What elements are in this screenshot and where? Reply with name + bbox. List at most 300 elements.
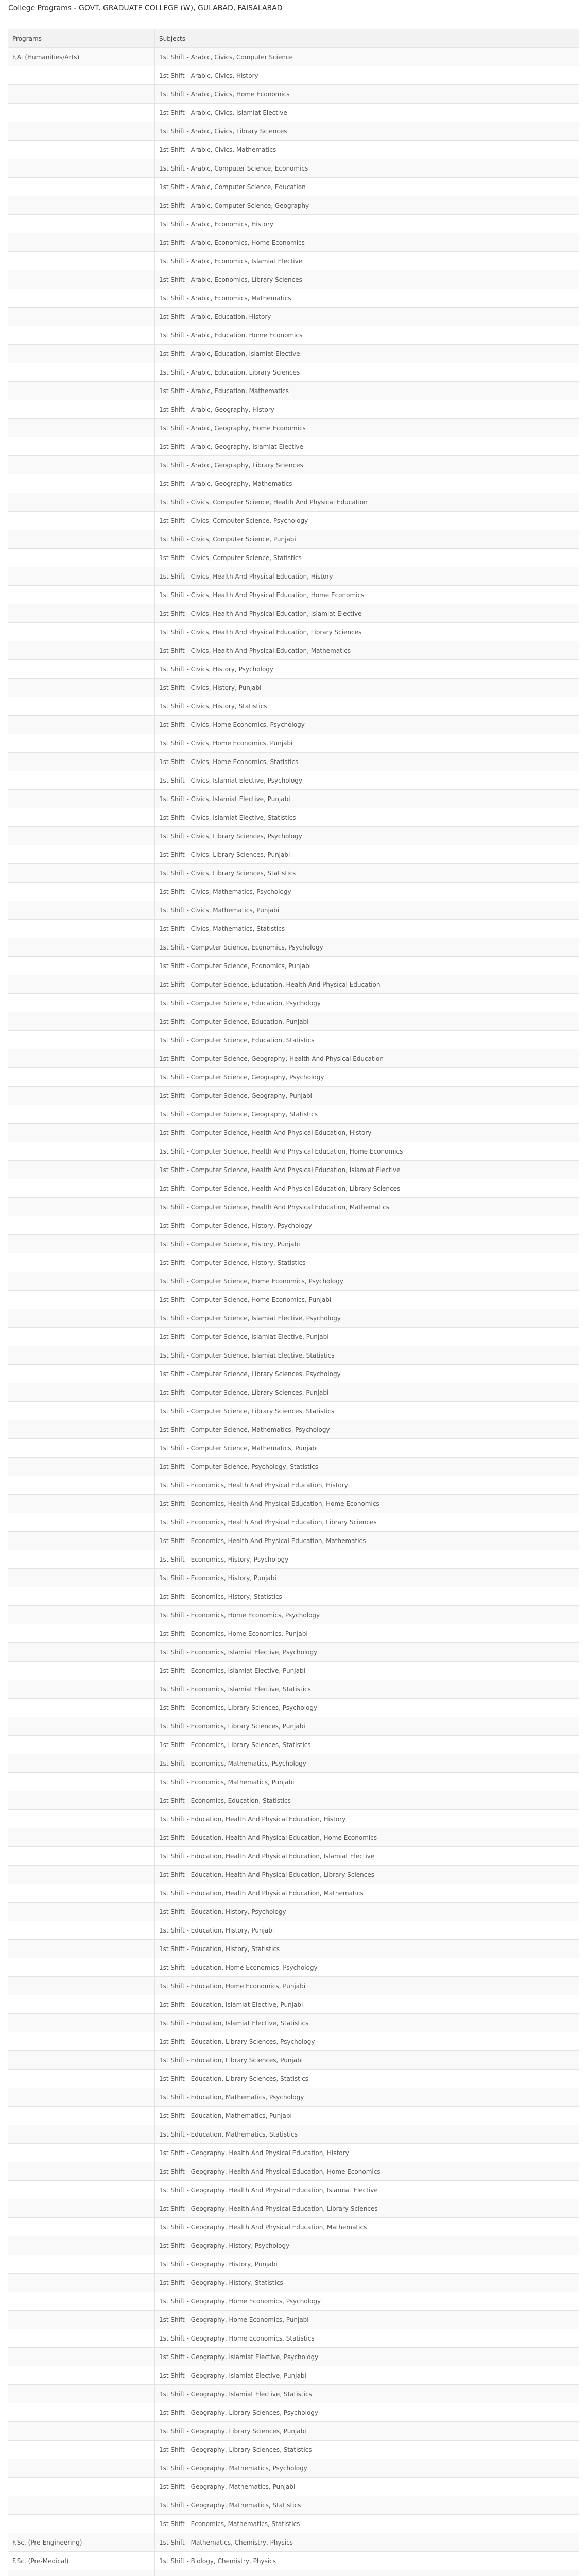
- program-cell: [8, 1513, 155, 1532]
- program-cell: [8, 104, 155, 122]
- table-row: [8, 994, 579, 1012]
- program-cell: [8, 2403, 155, 2422]
- program-cell: [8, 382, 155, 400]
- subjects-cell: 1st Shift - Geography, Health And Physical Education, Home Economics: [155, 2162, 579, 2181]
- table-row: [8, 1513, 579, 1532]
- subjects-cell: 1st Shift - Civics, Health And Physical Education, Home Economics: [155, 586, 579, 604]
- table-row: [8, 2051, 579, 2070]
- table-row: [8, 1810, 579, 1828]
- subjects-cell: 1st Shift - Civics, Health And Physical Education, Mathematics: [155, 641, 579, 660]
- program-cell: [8, 2088, 155, 2107]
- program-cell: [8, 2199, 155, 2218]
- table-row: [8, 270, 579, 289]
- table-row: [8, 567, 579, 586]
- program-cell: [8, 1068, 155, 1087]
- subjects-cell: 1st Shift - Education, Mathematics, Psychology: [155, 2088, 579, 2107]
- table-row: [8, 456, 579, 474]
- table-row: [8, 2070, 579, 2088]
- subjects-cell: 1st Shift - Computer Science, Education, Psychology: [155, 994, 579, 1012]
- table-row: [8, 660, 579, 679]
- table-row: [8, 1179, 579, 1198]
- table-row: [8, 790, 579, 808]
- subjects-cell: 1st Shift - Arabic, Civics, Mathematics: [155, 141, 579, 159]
- program-cell: [8, 2515, 155, 2533]
- table-row: [8, 1012, 579, 1031]
- program-cell: [8, 827, 155, 845]
- subjects-cell: 1st Shift - Economics, Mathematics, Statistics: [155, 2515, 579, 2533]
- table-row: [8, 1643, 579, 1662]
- program-cell: [8, 2459, 155, 2478]
- table-row: [8, 1532, 579, 1550]
- table-row: [8, 1309, 579, 1328]
- table-row: [8, 326, 579, 345]
- program-cell: [8, 1606, 155, 1624]
- subjects-cell: 1st Shift - Civics, History, Statistics: [155, 697, 579, 716]
- program-cell: [8, 474, 155, 493]
- table-row: [8, 845, 579, 864]
- program-cell: [8, 586, 155, 604]
- program-cell: [8, 901, 155, 920]
- subjects-cell: 1st Shift - Economics, History, Psychology: [155, 1550, 579, 1569]
- table-row: [8, 493, 579, 512]
- program-cell: [8, 1921, 155, 1940]
- table-row: [8, 215, 579, 233]
- program-cell: [8, 1420, 155, 1439]
- subjects-cell: 1st Shift - Geography, Islamiat Elective, Statistics: [155, 2385, 579, 2403]
- table-body: [8, 48, 579, 2576]
- subjects-cell: 1st Shift - Arabic, Geography, History: [155, 400, 579, 419]
- table-row: [8, 716, 579, 734]
- program-cell: [8, 2441, 155, 2459]
- subjects-cell: 1st Shift - Civics, Library Sciences, Punjabi: [155, 845, 579, 864]
- program-cell: [8, 1736, 155, 1754]
- program-cell: [8, 734, 155, 753]
- subjects-cell: 1st Shift - Computer Science, Education, Punjabi: [155, 1012, 579, 1031]
- subjects-cell: 1st Shift - Computer Science, Library Sciences, Punjabi: [155, 1383, 579, 1402]
- subjects-cell: 1st Shift - Education, Health And Physical Education, Mathematics: [155, 1884, 579, 1903]
- subjects-cell: 1st Shift - Geography, Home Economics, Psychology: [155, 2292, 579, 2311]
- table-row: [8, 530, 579, 549]
- subjects-cell: 1st Shift - Economics, Mathematics, Psychology: [155, 1754, 579, 1773]
- program-cell: [8, 1179, 155, 1198]
- subjects-cell: 1st Shift - Civics, Library Sciences, Statistics: [155, 864, 579, 883]
- table-row: [8, 1866, 579, 1884]
- program-cell: [8, 1309, 155, 1328]
- table-row: [8, 1328, 579, 1346]
- table-row: [8, 2014, 579, 2032]
- program-cell: [8, 159, 155, 178]
- table-row: [8, 623, 579, 641]
- table-row: [8, 1977, 579, 1995]
- program-cell: [8, 252, 155, 270]
- program-cell: [8, 233, 155, 252]
- subjects-cell: 1st Shift - Arabic, Geography, Mathematics: [155, 474, 579, 493]
- subjects-cell: 1st Shift - Computer Science, Islamiat Elective, Psychology: [155, 1309, 579, 1328]
- table-row: [8, 2311, 579, 2329]
- subjects-cell: 1st Shift - Geography, Library Sciences, Punjabi: [155, 2422, 579, 2441]
- program-cell: [8, 2051, 155, 2070]
- subjects-cell: 1st Shift - Economics, Islamiat Elective, Psychology: [155, 1643, 579, 1662]
- table-row: [8, 85, 579, 104]
- subjects-cell: 1st Shift - Economics, Home Economics, Psychology: [155, 1606, 579, 1624]
- program-cell: [8, 2218, 155, 2236]
- subjects-cell: 1st Shift - Arabic, Civics, History: [155, 66, 579, 85]
- subjects-cell: 1st Shift - Civics, Home Economics, Punjabi: [155, 734, 579, 753]
- table-row: [8, 901, 579, 920]
- table-row: [8, 975, 579, 994]
- table-row: [8, 697, 579, 716]
- table-row: [8, 1550, 579, 1569]
- table-row: [8, 1105, 579, 1124]
- program-cell: [8, 994, 155, 1012]
- table-row: [8, 2255, 579, 2274]
- program-cell: [8, 1439, 155, 1458]
- table-row: [8, 252, 579, 270]
- program-cell: [8, 1291, 155, 1309]
- table-row: [8, 1662, 579, 1680]
- subjects-cell: 1st Shift - Civics, Islamiat Elective, Statistics: [155, 808, 579, 827]
- program-cell: [8, 1198, 155, 1216]
- program-cell: [8, 2274, 155, 2292]
- table-row: [8, 2515, 579, 2533]
- subjects-cell: 1st Shift - Education, History, Punjabi: [155, 1921, 579, 1940]
- subjects-cell: 1st Shift - Computer Science, Health And Physical Education, History: [155, 1124, 579, 1142]
- table-row: [8, 2348, 579, 2366]
- table-row: [8, 1439, 579, 1458]
- table-row: [8, 1495, 579, 1513]
- program-cell: [8, 883, 155, 901]
- table-row: [8, 2570, 579, 2576]
- subjects-cell: [155, 2570, 579, 2576]
- program-cell: [8, 1383, 155, 1402]
- program-cell: [8, 2329, 155, 2348]
- table-row: [8, 104, 579, 122]
- table-row: [8, 1569, 579, 1587]
- program-cell: [8, 1087, 155, 1105]
- program-cell: [8, 1495, 155, 1513]
- program-cell: [8, 1995, 155, 2014]
- subjects-cell: 1st Shift - Arabic, Civics, Computer Science: [155, 48, 579, 66]
- table-row: [8, 1995, 579, 2014]
- table-row: [8, 1958, 579, 1977]
- table-row: [8, 2533, 579, 2552]
- table-row: [8, 1717, 579, 1736]
- table-row: [8, 196, 579, 215]
- subjects-cell: 1st Shift - Education, Health And Physical Education, History: [155, 1810, 579, 1828]
- program-cell: [8, 845, 155, 864]
- program-cell: [8, 1940, 155, 1958]
- subjects-cell: 1st Shift - Computer Science, Health And Physical Education, Mathematics: [155, 1198, 579, 1216]
- program-cell: [8, 1680, 155, 1699]
- subjects-cell: 1st Shift - Computer Science, Islamiat Elective, Punjabi: [155, 1328, 579, 1346]
- program-cell: [8, 1569, 155, 1587]
- subjects-cell: 1st Shift - Arabic, Computer Science, Economics: [155, 159, 579, 178]
- program-cell: [8, 2255, 155, 2274]
- subjects-cell: 1st Shift - Arabic, Civics, Islamiat Elective: [155, 104, 579, 122]
- table-row: [8, 2274, 579, 2292]
- subjects-cell: 1st Shift - Geography, Mathematics, Punjabi: [155, 2478, 579, 2496]
- table-row: [8, 400, 579, 419]
- table-row: [8, 233, 579, 252]
- subjects-cell: 1st Shift - Arabic, Civics, Library Sciences: [155, 122, 579, 141]
- subjects-cell: 1st Shift - Arabic, Economics, Home Economics: [155, 233, 579, 252]
- subjects-cell: 1st Shift - Education, History, Statistics: [155, 1940, 579, 1958]
- table-row: [8, 1458, 579, 1476]
- table-row: [8, 827, 579, 845]
- subjects-cell: 1st Shift - Economics, Health And Physical Education, History: [155, 1476, 579, 1495]
- table-row: [8, 419, 579, 437]
- program-cell: [8, 1402, 155, 1420]
- table-row: [8, 2478, 579, 2496]
- program-cell: [8, 2107, 155, 2125]
- table-row: [8, 1402, 579, 1420]
- table-row: [8, 1198, 579, 1216]
- table-row: [8, 1606, 579, 1624]
- subjects-cell: 1st Shift - Civics, Home Economics, Statistics: [155, 753, 579, 771]
- program-cell: [8, 400, 155, 419]
- program-cell: [8, 85, 155, 104]
- subjects-cell: 1st Shift - Civics, History, Punjabi: [155, 679, 579, 697]
- subjects-cell: 1st Shift - Geography, History, Psychology: [155, 2236, 579, 2255]
- subjects-cell: 1st Shift - Civics, Health And Physical Education, Islamiat Elective: [155, 604, 579, 623]
- program-cell: [8, 771, 155, 790]
- table-row: [8, 2199, 579, 2218]
- table-row: [8, 1235, 579, 1253]
- table-row: [8, 1253, 579, 1272]
- subjects-cell: 1st Shift - Arabic, Education, Islamiat Elective: [155, 345, 579, 363]
- subjects-cell: 1st Shift - Economics, Library Sciences, Statistics: [155, 1736, 579, 1754]
- program-cell: [8, 753, 155, 771]
- table-row: [8, 549, 579, 567]
- program-cell: [8, 2162, 155, 2181]
- table-row: [8, 1884, 579, 1903]
- program-cell: [8, 957, 155, 975]
- table-row: [8, 1049, 579, 1068]
- table-row: [8, 1773, 579, 1791]
- table-row: [8, 1736, 579, 1754]
- program-cell: [8, 2385, 155, 2403]
- program-cell: [8, 1105, 155, 1124]
- program-cell: [8, 2348, 155, 2366]
- program-cell: [8, 2181, 155, 2199]
- program-cell: [8, 2070, 155, 2088]
- table-row: [8, 2459, 579, 2478]
- subjects-cell: 1st Shift - Civics, History, Psychology: [155, 660, 579, 679]
- table-row: [8, 2329, 579, 2348]
- table-row: [8, 1142, 579, 1161]
- table-row: [8, 1383, 579, 1402]
- program-cell: [8, 1346, 155, 1365]
- subjects-cell: 1st Shift - Civics, Health And Physical Education, History: [155, 567, 579, 586]
- table-row: [8, 1680, 579, 1699]
- program-cell: [8, 1142, 155, 1161]
- program-cell: [8, 363, 155, 382]
- table-row: [8, 1031, 579, 1049]
- subjects-cell: 1st Shift - Education, Health And Physical Education, Library Sciences: [155, 1866, 579, 1884]
- table-row: [8, 1828, 579, 1847]
- program-cell: [8, 2366, 155, 2385]
- subjects-cell: 1st Shift - Economics, Library Sciences, Psychology: [155, 1699, 579, 1717]
- program-cell: [8, 1365, 155, 1383]
- table-header-row: [8, 29, 579, 48]
- subjects-cell: 1st Shift - Economics, Home Economics, Punjabi: [155, 1624, 579, 1643]
- table-row: [8, 1940, 579, 1958]
- table-row: [8, 771, 579, 790]
- subjects-cell: 1st Shift - Civics, Mathematics, Psychology: [155, 883, 579, 901]
- program-cell: [8, 2014, 155, 2032]
- program-cell: [8, 2311, 155, 2329]
- subjects-cell: 1st Shift - Computer Science, Economics, Punjabi: [155, 957, 579, 975]
- table-row: [8, 382, 579, 400]
- program-cell: [8, 641, 155, 660]
- program-cell: [8, 1272, 155, 1291]
- subjects-cell: 1st Shift - Geography, History, Statistics: [155, 2274, 579, 2292]
- program-cell: [8, 2422, 155, 2441]
- table-row: [8, 920, 579, 938]
- program-cell: [8, 1903, 155, 1921]
- table-row: [8, 1699, 579, 1717]
- programs-table: [8, 29, 579, 2576]
- subjects-cell: 1st Shift - Computer Science, Economics, Psychology: [155, 938, 579, 957]
- program-cell: [8, 1161, 155, 1179]
- subjects-cell: 1st Shift - Economics, Health And Physical Education, Library Sciences: [155, 1513, 579, 1532]
- table-row: [8, 2181, 579, 2199]
- table-row: [8, 363, 579, 382]
- program-cell: [8, 2125, 155, 2144]
- program-cell: [8, 660, 155, 679]
- program-cell: [8, 790, 155, 808]
- table-row: [8, 1754, 579, 1773]
- subjects-cell: 1st Shift - Geography, Mathematics, Statistics: [155, 2496, 579, 2515]
- program-cell: [8, 1699, 155, 1717]
- program-cell: [8, 493, 155, 512]
- subjects-cell: 1st Shift - Arabic, Education, History: [155, 308, 579, 326]
- table-row: [8, 2236, 579, 2255]
- table-row: [8, 2403, 579, 2422]
- table-row: [8, 122, 579, 141]
- subjects-cell: 1st Shift - Economics, Library Sciences, Punjabi: [155, 1717, 579, 1736]
- subjects-cell: 1st Shift - Economics, Mathematics, Punjabi: [155, 1773, 579, 1791]
- table-row: [8, 1420, 579, 1439]
- table-row: [8, 474, 579, 493]
- table-row: [8, 1476, 579, 1495]
- program-cell: [8, 1587, 155, 1606]
- subjects-cell: 1st Shift - Civics, Islamiat Elective, Psychology: [155, 771, 579, 790]
- subjects-cell: 1st Shift - Education, Islamiat Elective, Statistics: [155, 2014, 579, 2032]
- program-cell: [8, 1828, 155, 1847]
- subjects-cell: 1st Shift - Geography, Library Sciences, Psychology: [155, 2403, 579, 2422]
- program-cell: [8, 623, 155, 641]
- program-cell: [8, 1253, 155, 1272]
- subjects-cell: 1st Shift - Computer Science, Library Sciences, Psychology: [155, 1365, 579, 1383]
- program-cell: [8, 1773, 155, 1791]
- subjects-cell: 1st Shift - Computer Science, Geography, Psychology: [155, 1068, 579, 1087]
- subjects-cell: 1st Shift - Arabic, Economics, Mathematics: [155, 289, 579, 308]
- subjects-cell: 1st Shift - Computer Science, Education, Statistics: [155, 1031, 579, 1049]
- program-cell: [8, 716, 155, 734]
- subjects-cell: 1st Shift - Education, Library Sciences, Punjabi: [155, 2051, 579, 2070]
- subjects-cell: 1st Shift - Computer Science, Mathematics, Psychology: [155, 1420, 579, 1439]
- subjects-cell: 1st Shift - Geography, Health And Physical Education, History: [155, 2144, 579, 2162]
- table-row: [8, 864, 579, 883]
- table-row: [8, 2422, 579, 2441]
- subjects-cell: 1st Shift - Civics, Mathematics, Statistics: [155, 920, 579, 938]
- program-cell: [8, 530, 155, 549]
- program-cell: [8, 2236, 155, 2255]
- subjects-cell: 1st Shift - Arabic, Computer Science, Education: [155, 178, 579, 196]
- subjects-cell: 1st Shift - Civics, Computer Science, Psychology: [155, 512, 579, 530]
- subjects-cell: 1st Shift - Arabic, Economics, History: [155, 215, 579, 233]
- program-cell: [8, 270, 155, 289]
- subjects-cell: 1st Shift - Education, Mathematics, Statistics: [155, 2125, 579, 2144]
- program-cell: [8, 549, 155, 567]
- table-row: [8, 1847, 579, 1866]
- program-cell: [8, 2478, 155, 2496]
- program-cell: [8, 864, 155, 883]
- table-row: [8, 1587, 579, 1606]
- subjects-cell: 1st Shift - Geography, History, Punjabi: [155, 2255, 579, 2274]
- table-row: [8, 1216, 579, 1235]
- programs-column-header: Programs: [8, 29, 155, 48]
- table-row: [8, 2107, 579, 2125]
- subjects-cell: 1st Shift - Economics, Health And Physical Education, Home Economics: [155, 1495, 579, 1513]
- subjects-cell: 1st Shift - Education, Home Economics, Punjabi: [155, 1977, 579, 1995]
- program-cell: [8, 1124, 155, 1142]
- table-row: [8, 1365, 579, 1383]
- table-row: [8, 641, 579, 660]
- table-row: [8, 1346, 579, 1365]
- program-cell: [8, 308, 155, 326]
- program-cell: [8, 456, 155, 474]
- subjects-column-header: Subjects: [155, 29, 579, 48]
- program-cell: [8, 1791, 155, 1810]
- subjects-cell: 1st Shift - Arabic, Geography, Islamiat Elective: [155, 437, 579, 456]
- table-row: [8, 2144, 579, 2162]
- program-cell: [8, 679, 155, 697]
- subjects-cell: 1st Shift - Economics, Islamiat Elective, Punjabi: [155, 1662, 579, 1680]
- table-row: [8, 1624, 579, 1643]
- subjects-cell: 1st Shift - Education, Library Sciences, Psychology: [155, 2032, 579, 2051]
- subjects-cell: 1st Shift - Biology, Chemistry, Physics: [155, 2552, 579, 2570]
- subjects-cell: 1st Shift - Computer Science, Education, Health And Physical Education: [155, 975, 579, 994]
- table-row: [8, 2366, 579, 2385]
- subjects-cell: 1st Shift - Computer Science, Geography, Health And Physical Education: [155, 1049, 579, 1068]
- subjects-cell: 1st Shift - Education, Mathematics, Punjabi: [155, 2107, 579, 2125]
- subjects-cell: 1st Shift - Geography, Home Economics, Statistics: [155, 2329, 579, 2348]
- subjects-cell: 1st Shift - Economics, History, Statistics: [155, 1587, 579, 1606]
- subjects-cell: 1st Shift - Economics, History, Punjabi: [155, 1569, 579, 1587]
- program-cell: [8, 1624, 155, 1643]
- subjects-cell: 1st Shift - Arabic, Education, Library Sciences: [155, 363, 579, 382]
- subjects-cell: 1st Shift - Arabic, Geography, Library Sciences: [155, 456, 579, 474]
- table-row: [8, 2292, 579, 2311]
- subjects-cell: 1st Shift - Geography, Health And Physical Education, Library Sciences: [155, 2199, 579, 2218]
- program-cell: [8, 1662, 155, 1680]
- program-cell: [8, 1717, 155, 1736]
- subjects-cell: 1st Shift - Geography, Islamiat Elective, Punjabi: [155, 2366, 579, 2385]
- program-cell: [8, 141, 155, 159]
- program-cell: [8, 1977, 155, 1995]
- subjects-cell: 1st Shift - Education, Health And Physical Education, Home Economics: [155, 1828, 579, 1847]
- program-cell: [8, 567, 155, 586]
- program-cell: [8, 178, 155, 196]
- subjects-cell: 1st Shift - Geography, Health And Physical Education, Mathematics: [155, 2218, 579, 2236]
- table-row: [8, 957, 579, 975]
- table-row: [8, 2088, 579, 2107]
- program-cell: F.Sc. (Pre-Engineering): [8, 2533, 155, 2552]
- table-row: [8, 2385, 579, 2403]
- table-row: [8, 512, 579, 530]
